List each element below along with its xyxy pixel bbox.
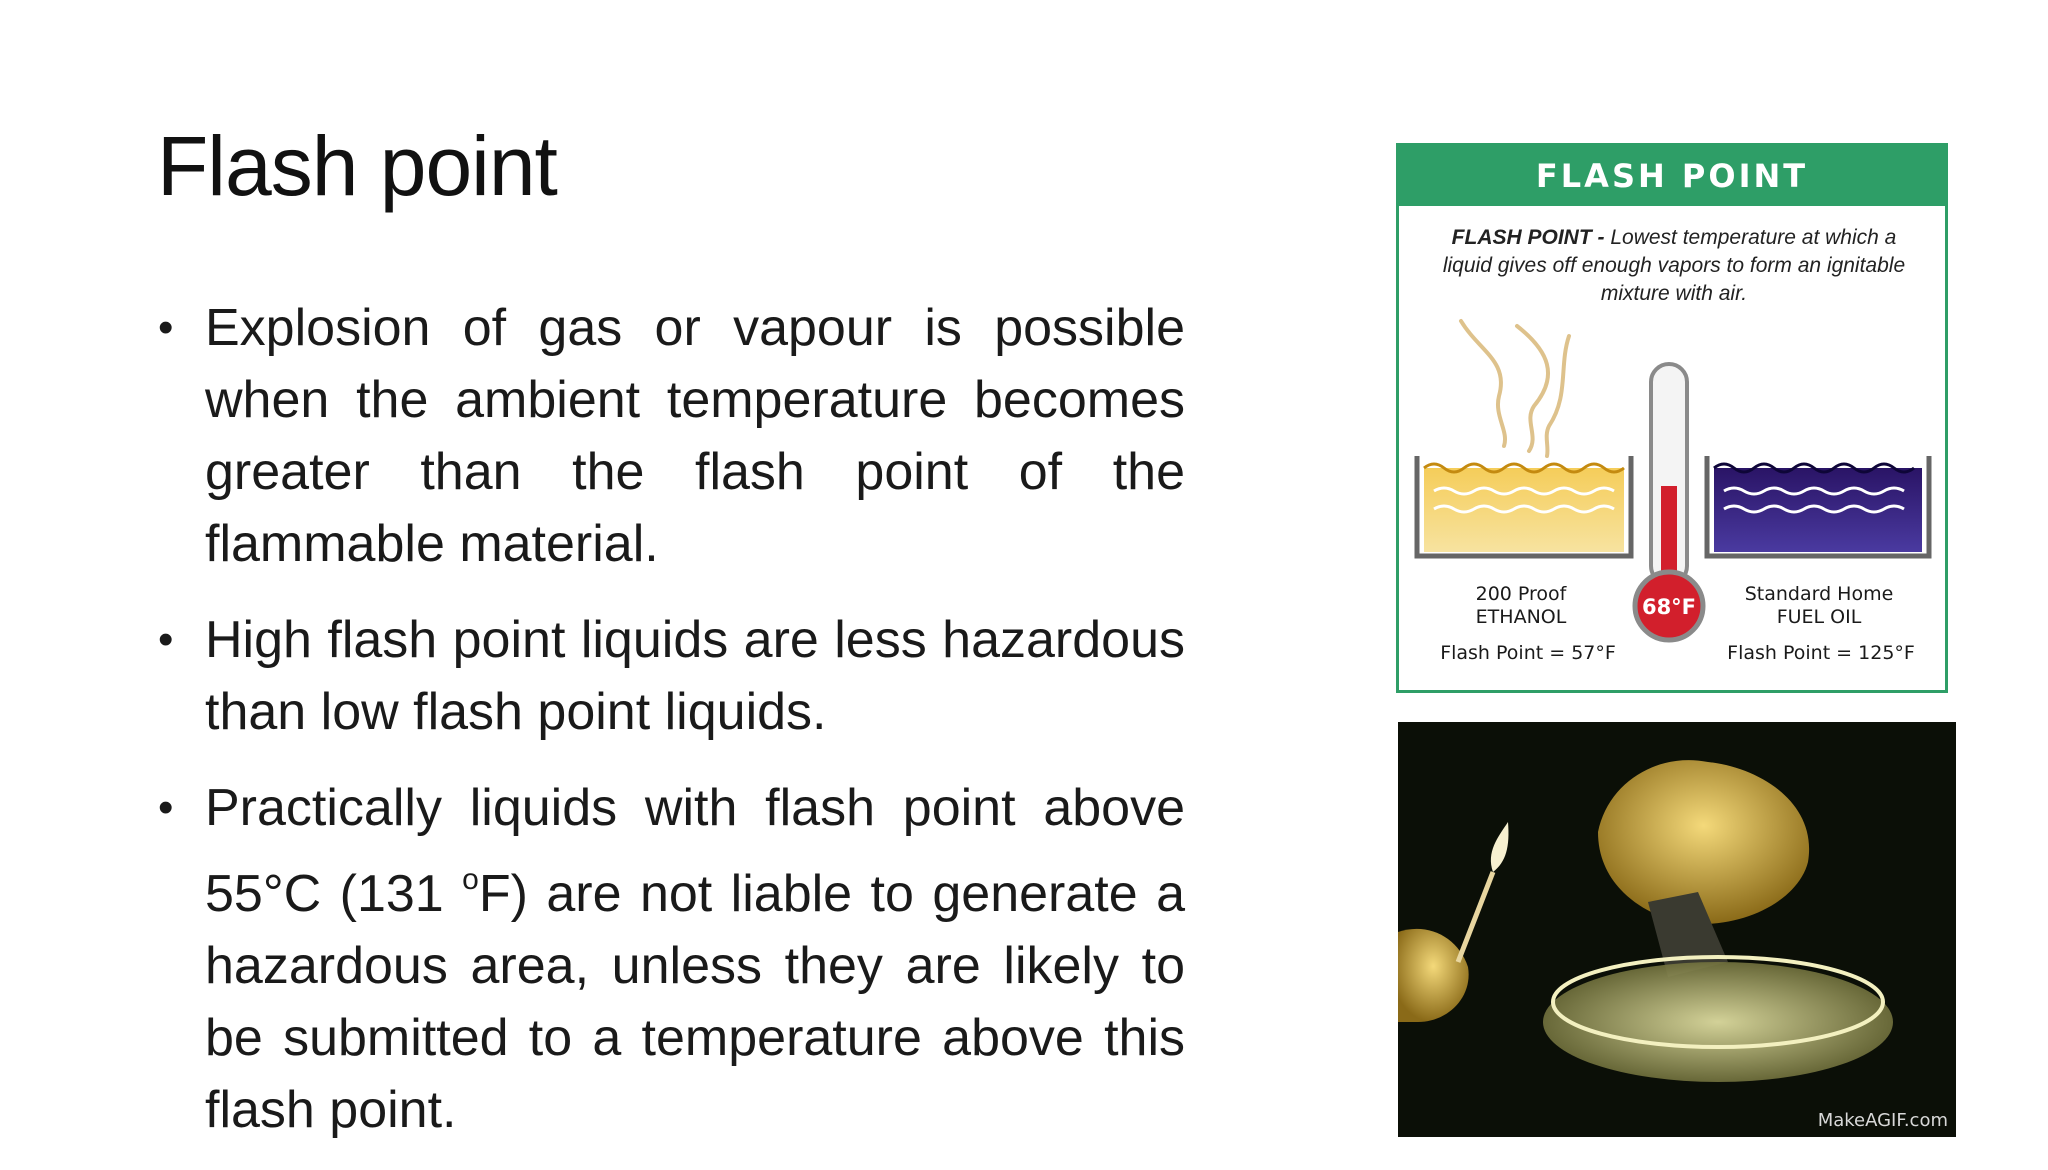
ethanol-label-line2: ETHANOL <box>1475 606 1567 628</box>
infographic-header: FLASH POINT <box>1399 146 1945 206</box>
definition-term: FLASH POINT - <box>1451 226 1605 249</box>
match-hand-icon <box>1398 929 1469 1022</box>
ethanol-container <box>1417 456 1631 556</box>
bullet-text-pre: Practically liquids with flash point above 55°C (131 <box>205 779 1185 923</box>
glass-dish-icon <box>1543 962 1893 1082</box>
flame-icon <box>1491 822 1509 872</box>
bullet-text-post: F) are not liable to generate a hazardous area, unless they are likely to be submitted to a temperature above this flash point. <box>205 865 1185 1139</box>
fuel-oil-label <box>1719 583 1919 629</box>
bullet-dot-icon: • <box>158 783 174 832</box>
slide-title: Flash point <box>157 119 557 213</box>
bullet-item <box>150 604 1185 748</box>
definition-text: Lowest temperature at which a liquid gives off enough vapors to form an ignitable mixture with air. <box>1442 226 1906 305</box>
bullet-item <box>150 292 1185 580</box>
vapor-icon <box>1461 321 1569 456</box>
ethanol-label-line1: 200 Proof <box>1475 583 1567 605</box>
watermark: MakeAGIF.com <box>1817 1110 1948 1131</box>
bullet-dot-icon: • <box>158 303 174 352</box>
glove-hand-icon <box>1598 760 1809 924</box>
bullet-list <box>150 292 1185 1170</box>
fuel-oil-flash-point: Flash Point = 125°F <box>1727 642 1915 664</box>
demo-illustration <box>1398 722 1956 1137</box>
bullet-dot-icon: • <box>158 615 174 664</box>
flash-point-infographic <box>1396 143 1948 693</box>
thermometer-reading: 68°F <box>1641 595 1697 619</box>
ethanol-label <box>1421 583 1621 629</box>
bullet-text-superscript: o <box>462 863 479 896</box>
flash-point-demo-image <box>1398 722 1956 1137</box>
bullet-item <box>150 772 1185 1146</box>
fuel-oil-label-line1: Standard Home <box>1744 583 1894 605</box>
fuel-oil-container <box>1707 456 1929 556</box>
fuel-oil-label-line2: FUEL OIL <box>1776 606 1862 628</box>
bullet-text: High flash point liquids are less hazardous than low flash point liquids. <box>205 611 1185 741</box>
ethanol-flash-point: Flash Point = 57°F <box>1440 642 1616 664</box>
bullet-text: Explosion of gas or vapour is possible when the ambient temperature becomes greater than the flash point of the flammable material. <box>205 299 1185 573</box>
